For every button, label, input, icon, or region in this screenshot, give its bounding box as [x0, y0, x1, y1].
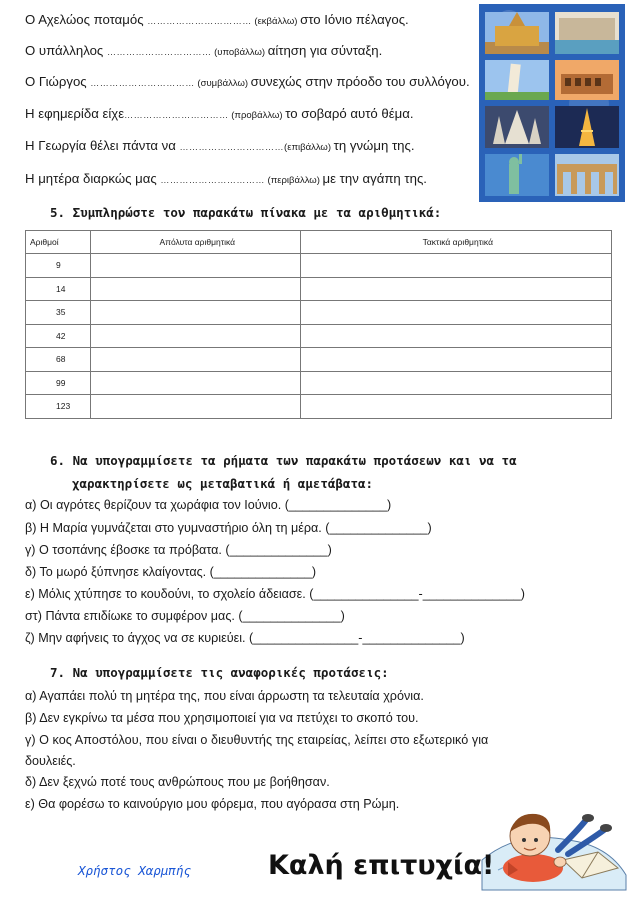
- table-row: [26, 395, 612, 419]
- number-cell: 9: [26, 254, 91, 278]
- sentence-start: Ο Αχελώος ποταμός: [25, 12, 148, 27]
- cardinal-cell[interactable]: [90, 395, 300, 419]
- cardinal-cell[interactable]: [90, 277, 300, 301]
- sentence-end: συνεχώς στην πρόοδο του συλλόγου.: [250, 74, 470, 89]
- exercise-item: β) Δεν εγκρίνω τα μέσα που χρησιμοποιεί για να πετύχει το σκοπό του.: [25, 711, 419, 725]
- sentence-end: τη γνώμη της.: [333, 138, 415, 153]
- boy-reading-illustration: [478, 790, 630, 895]
- numerals-table: [25, 230, 612, 419]
- ordinal-cell[interactable]: [300, 395, 611, 419]
- column-header: Απόλυτα αριθμητικά: [90, 231, 300, 254]
- cardinal-cell[interactable]: [90, 254, 300, 278]
- verb-sentence: [25, 138, 415, 153]
- ordinal-cell[interactable]: [300, 254, 611, 278]
- table-row: [26, 301, 612, 325]
- author-name: Χρήστος Χαρμπής: [78, 863, 191, 878]
- exercise-item-cont: δουλειές.: [25, 754, 76, 768]
- sentence-start: Ο υπάλληλος: [25, 43, 107, 58]
- blank-dots[interactable]: ……………………………: [160, 175, 265, 185]
- exercise-item: ε) Μόλις χτύπησε το κουδούνι, το σχολείο άδειασε. (_______________-______________): [25, 587, 525, 601]
- ordinal-cell[interactable]: [300, 324, 611, 348]
- section-6-heading: 6. Να υπογραμμίσετε τα ρήματα των παρακάτω προτάσεων και να τα: [50, 453, 517, 468]
- ordinal-cell[interactable]: [300, 371, 611, 395]
- table-row: [26, 254, 612, 278]
- sentence-end: στο Ιόνιο πέλαγος.: [300, 12, 409, 27]
- photo-gothic-cathedral: [485, 106, 549, 148]
- number-cell: 68: [26, 348, 91, 372]
- number-cell: 35: [26, 301, 91, 325]
- sentence-start: Η εφημερίδα είχε: [25, 106, 125, 121]
- cardinal-cell[interactable]: [90, 371, 300, 395]
- blank-dots[interactable]: ……………………………: [124, 110, 229, 120]
- number-cell: 123: [26, 395, 91, 419]
- photo-statue-of-liberty: [485, 154, 549, 196]
- photo-leaning-tower: [485, 60, 549, 100]
- sentence-end: το σοβαρό αυτό θέμα.: [285, 106, 414, 121]
- verb-hint: (εκβάλλω): [251, 16, 301, 27]
- exercise-item: β) Η Μαρία γυμνάζεται στο γυμναστήριο όλη τη μέρα. (______________): [25, 521, 432, 535]
- ordinal-cell[interactable]: [300, 348, 611, 372]
- column-header: Τακτικά αριθμητικά: [300, 231, 611, 254]
- verb-sentence: [25, 74, 470, 89]
- photo-cathedral: [485, 12, 549, 54]
- verb-hint: (προβάλλω): [228, 110, 286, 121]
- exercise-item: α) Οι αγρότες θερίζουν τα χωράφια τον Ιούνιο. (______________): [25, 498, 392, 512]
- photo-fountain: [555, 12, 619, 54]
- verb-sentence: [25, 43, 382, 58]
- section-6-heading-cont: χαρακτηρίσετε ως μεταβατικά ή αμετάβατα:: [72, 476, 374, 491]
- column-header: Αριθμοί: [26, 231, 91, 254]
- cardinal-cell[interactable]: [90, 301, 300, 325]
- table-row: [26, 371, 612, 395]
- section-5-heading: 5. Συμπληρώστε τον παρακάτω πίνακα με τα αριθμητικά:: [50, 205, 442, 220]
- exercise-item: α) Αγαπάει πολύ τη μητέρα της, που είναι άρρωστη τα τελευταία χρόνια.: [25, 689, 424, 703]
- exercise-item: γ) Ο κος Αποστόλου, που είναι ο διευθυντής της εταιρείας, λείπει στο εξωτερικό για: [25, 733, 489, 747]
- exercise-item: ζ) Μην αφήνεις το άγχος να σε κυριεύει. (_______________-______________): [25, 631, 465, 645]
- cardinal-cell[interactable]: [90, 324, 300, 348]
- blank-dots[interactable]: ……………………………: [147, 16, 252, 26]
- table-row: [26, 277, 612, 301]
- verb-sentence: [25, 12, 409, 27]
- number-cell: 99: [26, 371, 91, 395]
- table-header-row: [26, 231, 612, 254]
- exercise-item: ε) Θα φορέσω το καινούργιο μου φόρεμα, που αγόρασα στη Ρώμη.: [25, 797, 400, 811]
- blank-dots[interactable]: ……………………………: [179, 142, 285, 152]
- verb-sentence: [25, 171, 427, 186]
- cardinal-cell[interactable]: [90, 348, 300, 372]
- exercise-item: στ) Πάντα επιδίωκε το συμφέρον μας. (______________): [25, 609, 345, 623]
- verb-sentence: [25, 106, 414, 121]
- landmarks-collage: [479, 4, 625, 202]
- photo-aqueduct: [555, 154, 619, 196]
- sentence-end: αίτηση για σύνταξη.: [267, 43, 383, 58]
- verb-hint: (συμβάλλω): [194, 78, 251, 89]
- section-7-heading: 7. Να υπογραμμίσετε τις αναφορικές προτάσεις:: [50, 665, 389, 680]
- verb-hint: (περιβάλλω): [264, 175, 323, 186]
- blank-dots[interactable]: ……………………………: [90, 78, 195, 88]
- sentence-start: Η Γεωργία θέλει πάντα να: [25, 138, 180, 153]
- table-row: [26, 348, 612, 372]
- number-cell: 42: [26, 324, 91, 348]
- photo-eiffel-tower: [555, 106, 619, 148]
- ordinal-cell[interactable]: [300, 277, 611, 301]
- exercise-item: γ) Ο τσοπάνης έβοσκε τα πρόβατα. (______________): [25, 543, 332, 557]
- exercise-item: δ) Το μωρό ξύπνησε κλαίγοντας. (______________): [25, 565, 317, 579]
- verb-hint: (υποβάλλω): [211, 47, 268, 58]
- photo-colosseum: [555, 60, 619, 100]
- table-row: [26, 324, 612, 348]
- exercise-item: δ) Δεν ξεχνώ ποτέ τους ανθρώπους που με βοήθησαν.: [25, 775, 330, 789]
- blank-dots[interactable]: ……………………………: [106, 47, 212, 57]
- good-luck-text: Καλή επιτυχία!: [268, 850, 495, 881]
- number-cell: 14: [26, 277, 91, 301]
- sentence-end: με την αγάπη της.: [322, 171, 427, 186]
- sentence-start: Ο Γιώργος: [25, 74, 91, 89]
- verb-hint: (επιβάλλω): [284, 142, 334, 153]
- ordinal-cell[interactable]: [300, 301, 611, 325]
- landmarks-collage-image: [479, 4, 625, 202]
- sentence-start: Η μητέρα διαρκώς μας: [25, 171, 161, 186]
